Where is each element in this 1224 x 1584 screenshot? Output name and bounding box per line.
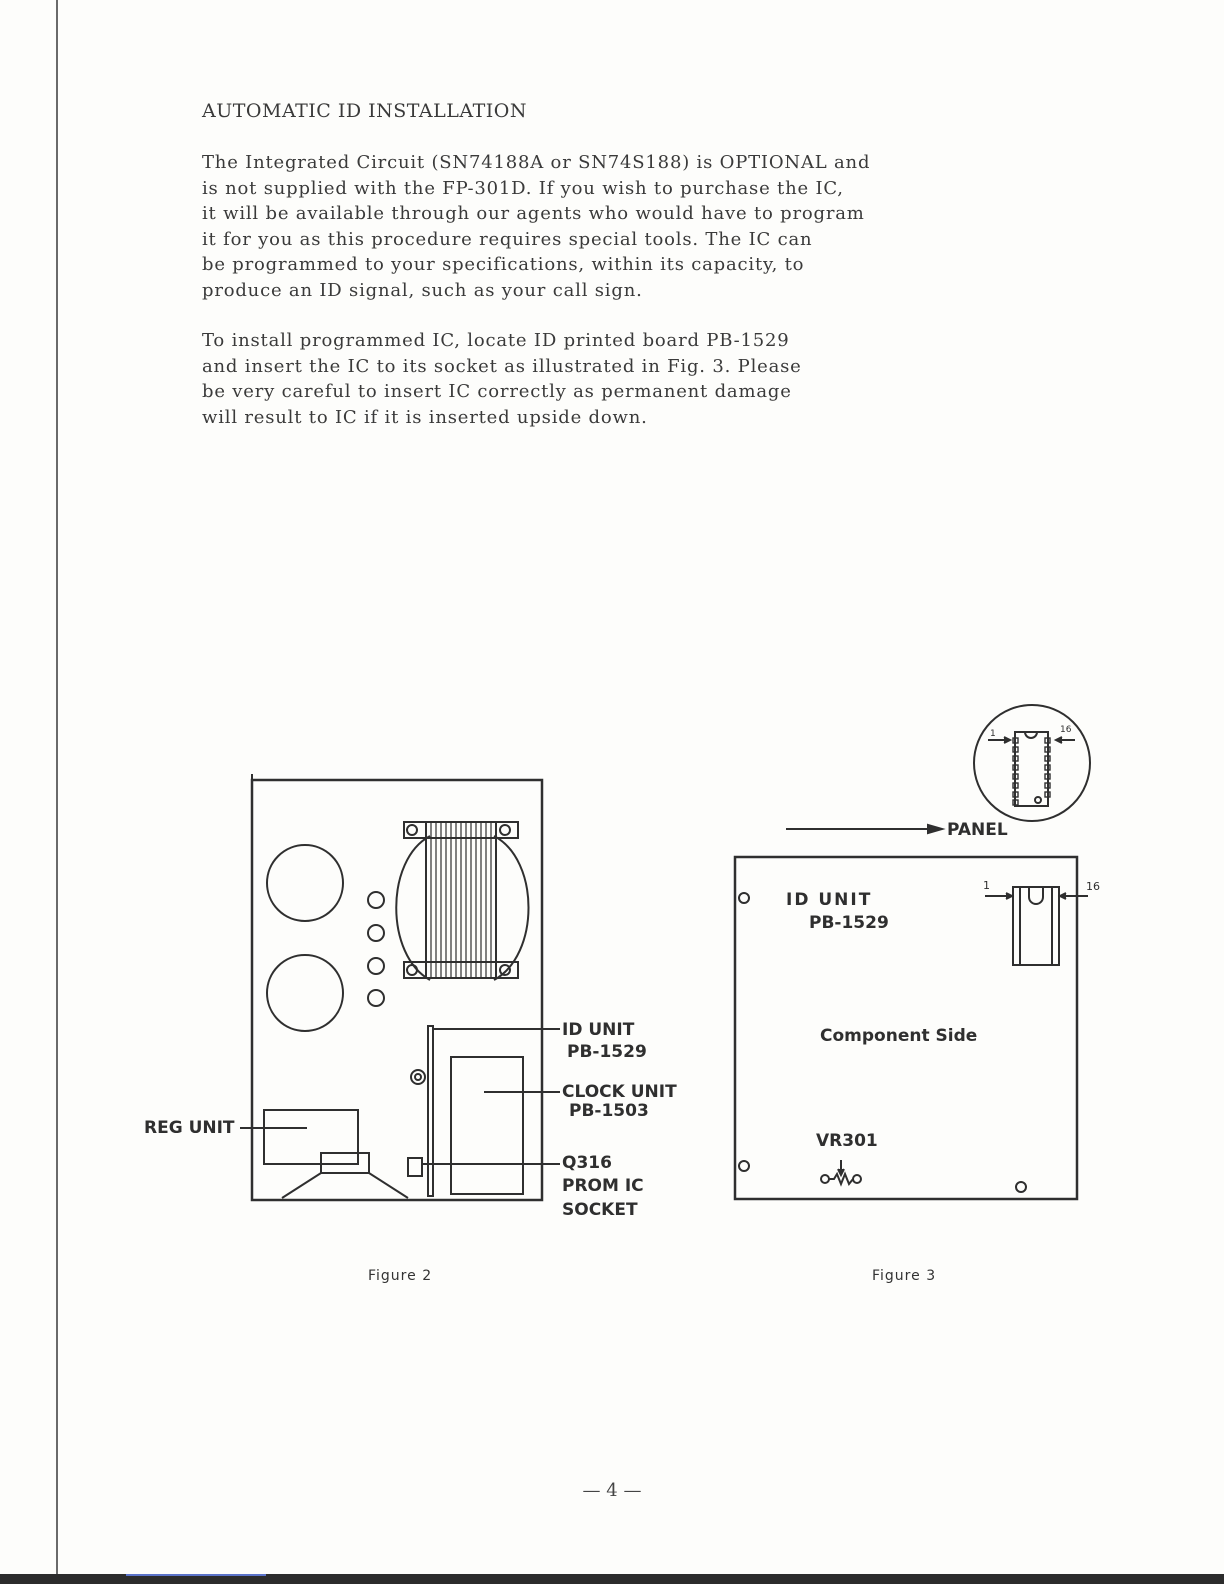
detail-ic-outline [1015,732,1048,806]
label-component-side: Component Side [820,1026,978,1046]
label-panel: PANEL [947,820,1008,840]
label-pin-1: 1 [983,879,990,892]
figure-3-caption: Figure 3 [872,1268,937,1284]
speaker-lower [267,955,343,1031]
label-fig3-id-unit: ID UNIT [786,890,873,910]
label-prom-ic: PROM IC [562,1176,644,1196]
label-q316: Q316 [562,1153,612,1173]
label-detail-pin-1: 1 [990,729,996,739]
paragraph-ic-optional: The Integrated Circuit (SN74188A or SN74S188) is OPTIONAL and is not supplied with the FP-301D. If you wish to purchase the IC, it will be available through our agents who would have to program it for you as this procedure requires special tools. The IC can be programmed to your specifications, within its capacity, to produce an ID signal, such as your call sign. [202,152,871,301]
figure-2-chassis [240,774,560,1200]
label-id-unit: ID UNIT [562,1020,635,1040]
label-id-unit-board: PB-1529 [567,1042,647,1062]
transformer [396,822,528,980]
figure-3-board [735,705,1090,1199]
label-clock-unit-board: PB-1503 [569,1101,649,1121]
label-fig3-id-unit-board: PB-1529 [809,913,889,933]
label-pin-16: 16 [1086,880,1100,893]
paragraph-install-ic: To install programmed IC, locate ID printed board PB-1529 and insert the IC to its socket as illustrated in Fig. 3. Please be very careful to insert IC correctly as permanent damage will result to IC if it is inserted upside down. [202,330,802,428]
speaker-upper [267,845,343,921]
label-detail-pin-16: 16 [1060,725,1072,735]
section-heading: AUTOMATIC ID INSTALLATION [202,100,527,122]
label-socket: SOCKET [562,1200,638,1220]
figure-2-caption: Figure 2 [368,1268,433,1284]
label-vr301: VR301 [816,1131,878,1151]
label-reg-unit: REG UNIT [144,1118,235,1138]
label-clock-unit: CLOCK UNIT [562,1082,677,1102]
page-number: — 4 — [582,1480,642,1501]
